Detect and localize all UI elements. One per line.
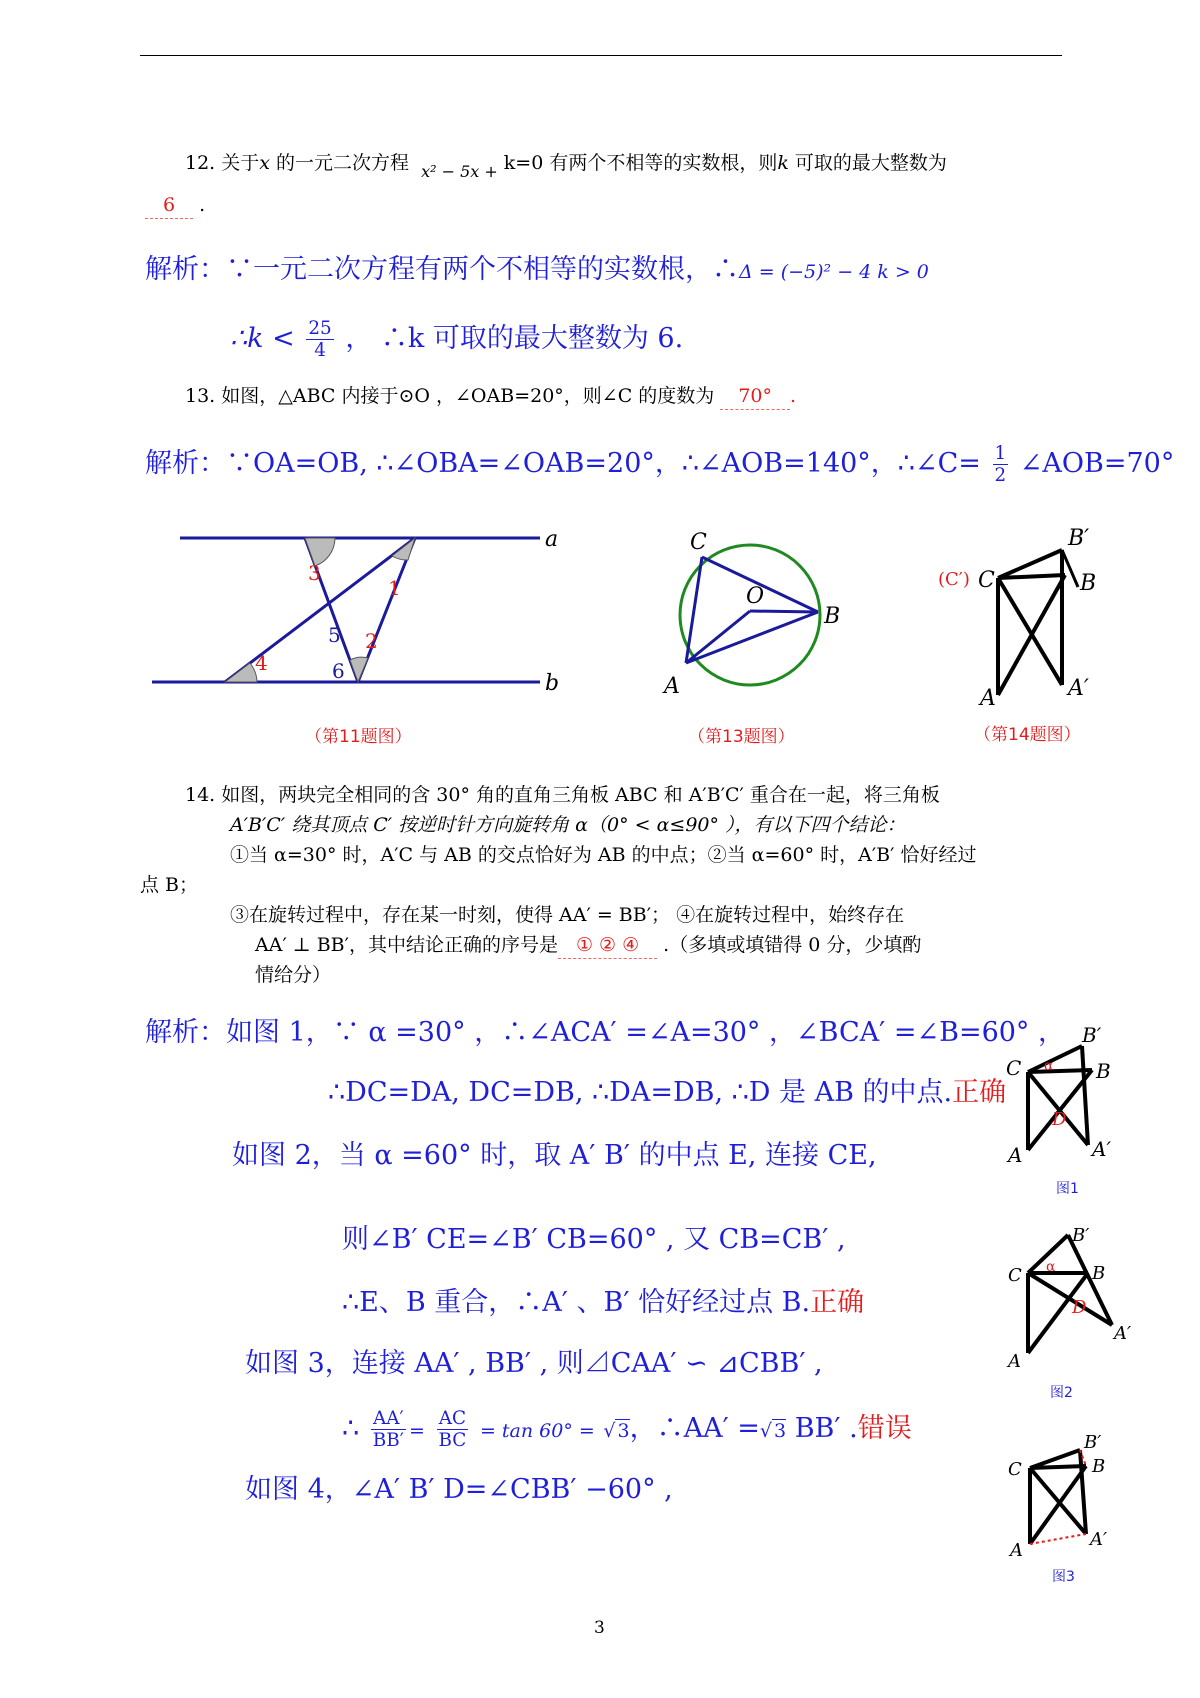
line-b-label: b — [545, 671, 560, 696]
point-c-prime-label: (C′) — [938, 569, 970, 590]
side-figure-2 — [1000, 1225, 1140, 1380]
angle-3-label: 3 — [308, 561, 321, 585]
f2-c-label: C — [1008, 1265, 1022, 1286]
f1-alpha-label: α — [1044, 1058, 1054, 1074]
solution-14-line7: ∴ $\frac{AA'}{BB'}$ = $\frac{AC}{BC}$ = tan 60° = √ 3，∴AA′ =√ 3 BB′ .错误 — [342, 1408, 912, 1452]
question-14-line7: 情给分） — [255, 964, 332, 986]
f2-b-label: B — [1092, 1263, 1106, 1284]
solution-13: 解析：∵OA=OB, ∴∠OBA=∠OAB=20°，∴∠AOB=140°，∴∠C= $\frac{1}{2}$ ∠AOB=70° — [145, 443, 1175, 487]
page-number: 3 — [594, 1618, 605, 1638]
figure-14-caption: （第14题图） — [974, 725, 1081, 745]
point-b-label: B — [1080, 571, 1097, 596]
point-a-label: A — [664, 674, 680, 699]
question-14-line1: 14. 如图，两块完全相同的含 30° 角的直角三角板 ABC 和 A′B′C′ 重合在一起，将三角板 — [185, 784, 940, 806]
side-figure-1 — [1000, 1020, 1130, 1170]
side-figure-3-caption: 图3 — [1052, 1569, 1075, 1585]
figure-13-caption: （第13题图） — [688, 727, 795, 747]
angle-6-label: 6 — [332, 659, 345, 683]
solution-14-line8: 如图 4，∠A′ B′ D=∠CBB′ −60° , — [245, 1474, 673, 1505]
solution-14-line2: ∴DC=DA, DC=DB, ∴DA=DB, ∴D 是 AB 的中点.正确 — [328, 1077, 1007, 1108]
angle-4-label: 4 — [255, 651, 268, 675]
line-a-label: a — [545, 527, 559, 552]
solution-14-line4: 则∠B′ CE=∠B′ CB=60° , 又 CB=CB′ , — [342, 1224, 846, 1255]
question-14-line6: AA′ ⊥ BB′，其中结论正确的序号是 ① ② ④ .（多填或填错得 0 分，少填酌 — [255, 932, 921, 958]
f3-a-label: A — [1010, 1540, 1023, 1561]
f2-a-prime-label: A′ — [1114, 1323, 1132, 1344]
question-12: 12. 关于x 的一元二次方程 $_{x^2 - 5x +}$ k=0 有两个不相等的实数根，则k 可取的最大整数为 — [185, 152, 947, 181]
solution-14-line5: ∴E、B 重合，∴A′ 、B′ 恰好经过点 B.正确 — [342, 1287, 865, 1318]
figure-13 — [650, 515, 850, 705]
question-14-line5: ③在旋转过程中，存在某一时刻，使得 AA′ = BB′； ④在旋转过程中，始终存在 — [230, 904, 905, 926]
f1-a-label: A — [1008, 1143, 1023, 1167]
f1-b-label: B — [1096, 1059, 1111, 1083]
side-figure-2-caption: 图2 — [1050, 1385, 1073, 1401]
angle-2-label: 2 — [365, 629, 378, 653]
solution-14-line3: 如图 2，当 α =60° 时，取 A′ B′ 的中点 E, 连接 CE, — [232, 1140, 877, 1171]
f3-b-prime-label: B′ — [1084, 1432, 1102, 1453]
point-a-prime-label: A′ — [1068, 676, 1089, 701]
angle-5-label: 5 — [328, 623, 341, 647]
header-rule — [140, 55, 1062, 56]
f2-b-prime-label: B′ — [1072, 1225, 1090, 1246]
point-c-label: C — [978, 568, 995, 593]
question-14-line2: A′B′C′ 绕其顶点 C′ 按逆时针方向旋转角 α（0° < α≤90° ），有以下四个结论： — [230, 814, 906, 836]
solution-14-line6: 如图 3，连接 AA′ , BB′ , 则⊿CAA′ ∽ ⊿CBB′ , — [245, 1348, 823, 1379]
answer-12: 6 . — [145, 192, 205, 218]
solution-14-line1: 解析：如图 1，∵ α =30° ，∴∠ACA′ =∠A=30° ，∠BCA′ =∠B=60° ， — [145, 1017, 1066, 1048]
point-b-prime-label: B′ — [1068, 526, 1090, 551]
question-14-line4: 点 B； — [140, 874, 199, 896]
f2-d-label: D — [1072, 1297, 1087, 1318]
question-13: 13. 如图，△ABC 内接于⊙O ，∠OAB=20°，则∠C 的度数为 70° . — [185, 383, 796, 409]
figure-14 — [920, 515, 1120, 710]
side-figure-1-caption: 图1 — [1056, 1181, 1079, 1197]
figure-11 — [140, 520, 570, 700]
point-o-label: O — [746, 584, 765, 609]
question-14-line3: ①当 α=30° 时，A′C 与 AB 的交点恰好为 AB 的中点；②当 α=60° 时，A′B′ 恰好经过 — [230, 844, 977, 866]
f1-d-label: D — [1052, 1109, 1067, 1130]
point-b-label: B — [824, 604, 841, 629]
f3-b-label: B — [1092, 1456, 1106, 1477]
side-figure-3 — [1000, 1430, 1130, 1570]
solution-12-line2: ∴k < $\frac{25}{4}$ ， ∴k 可取的最大整数为 6. — [230, 318, 684, 362]
f2-alpha-label: α — [1046, 1259, 1056, 1275]
angle-1-label: 1 — [388, 576, 401, 600]
f3-a-prime-label: A′ — [1090, 1529, 1108, 1550]
solution-12-line1: 解析：∵一元二次方程有两个不相等的实数根，∴Δ = (−5)² − 4 k > 0 — [145, 254, 929, 285]
point-a-label: A — [980, 686, 996, 710]
point-c-label: C — [690, 530, 707, 555]
f2-a-label: A — [1008, 1351, 1021, 1372]
f1-a-prime-label: A′ — [1092, 1137, 1111, 1161]
f3-c-label: C — [1008, 1459, 1022, 1480]
f1-c-label: C — [1006, 1056, 1022, 1080]
figure-11-caption: （第11题图） — [305, 727, 412, 747]
f1-b-prime-label: B′ — [1082, 1023, 1102, 1047]
